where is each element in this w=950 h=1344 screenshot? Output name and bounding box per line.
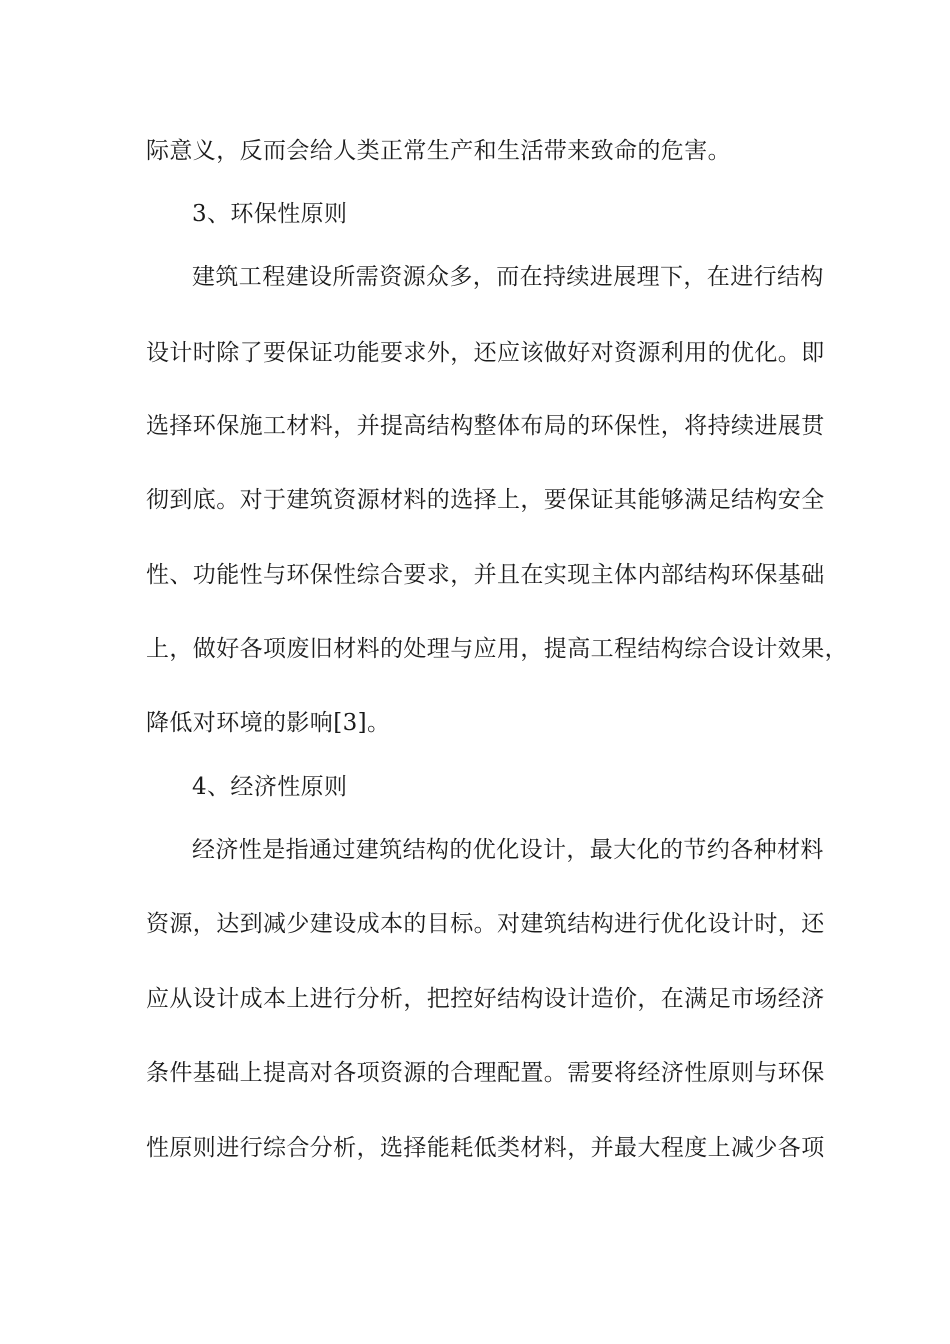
paragraph-line: 上，做好各项废旧材料的处理与应用，提高工程结构综合设计效果， [146, 636, 848, 662]
section-heading: 4、经济性原则 [192, 774, 348, 800]
paragraph-line: 彻到底。对于建筑资源材料的选择上，要保证其能够满足结构安全 [146, 487, 825, 513]
paragraph-line: 降低对环境的影响[3]。 [146, 710, 391, 736]
paragraph-line: 条件基础上提高对各项资源的合理配置。需要将经济性原则与环保 [146, 1060, 825, 1086]
paragraph-line: 性、功能性与环保性综合要求，并且在实现主体内部结构环保基础 [146, 562, 825, 588]
paragraph-line: 性原则进行综合分析，选择能耗低类材料，并最大程度上减少各项 [146, 1135, 825, 1161]
paragraph-line: 建筑工程建设所需资源众多，而在持续进展理下，在进行结构 [192, 264, 824, 290]
section-heading: 3、环保性原则 [192, 201, 348, 227]
paragraph-line: 选择环保施工材料，并提高结构整体布局的环保性，将持续进展贯 [146, 413, 825, 439]
paragraph-line: 经济性是指通过建筑结构的优化设计，最大化的节约各种材料 [192, 837, 824, 863]
paragraph-line: 资源，达到减少建设成本的目标。对建筑结构进行优化设计时，还 [146, 911, 825, 937]
paragraph-line: 应从设计成本上进行分析，把控好结构设计造价，在满足市场经济 [146, 986, 825, 1012]
paragraph-line: 际意义，反而会给人类正常生产和生活带来致命的危害。 [146, 138, 731, 164]
paragraph-line: 设计时除了要保证功能要求外，还应该做好对资源利用的优化。即 [146, 340, 825, 366]
